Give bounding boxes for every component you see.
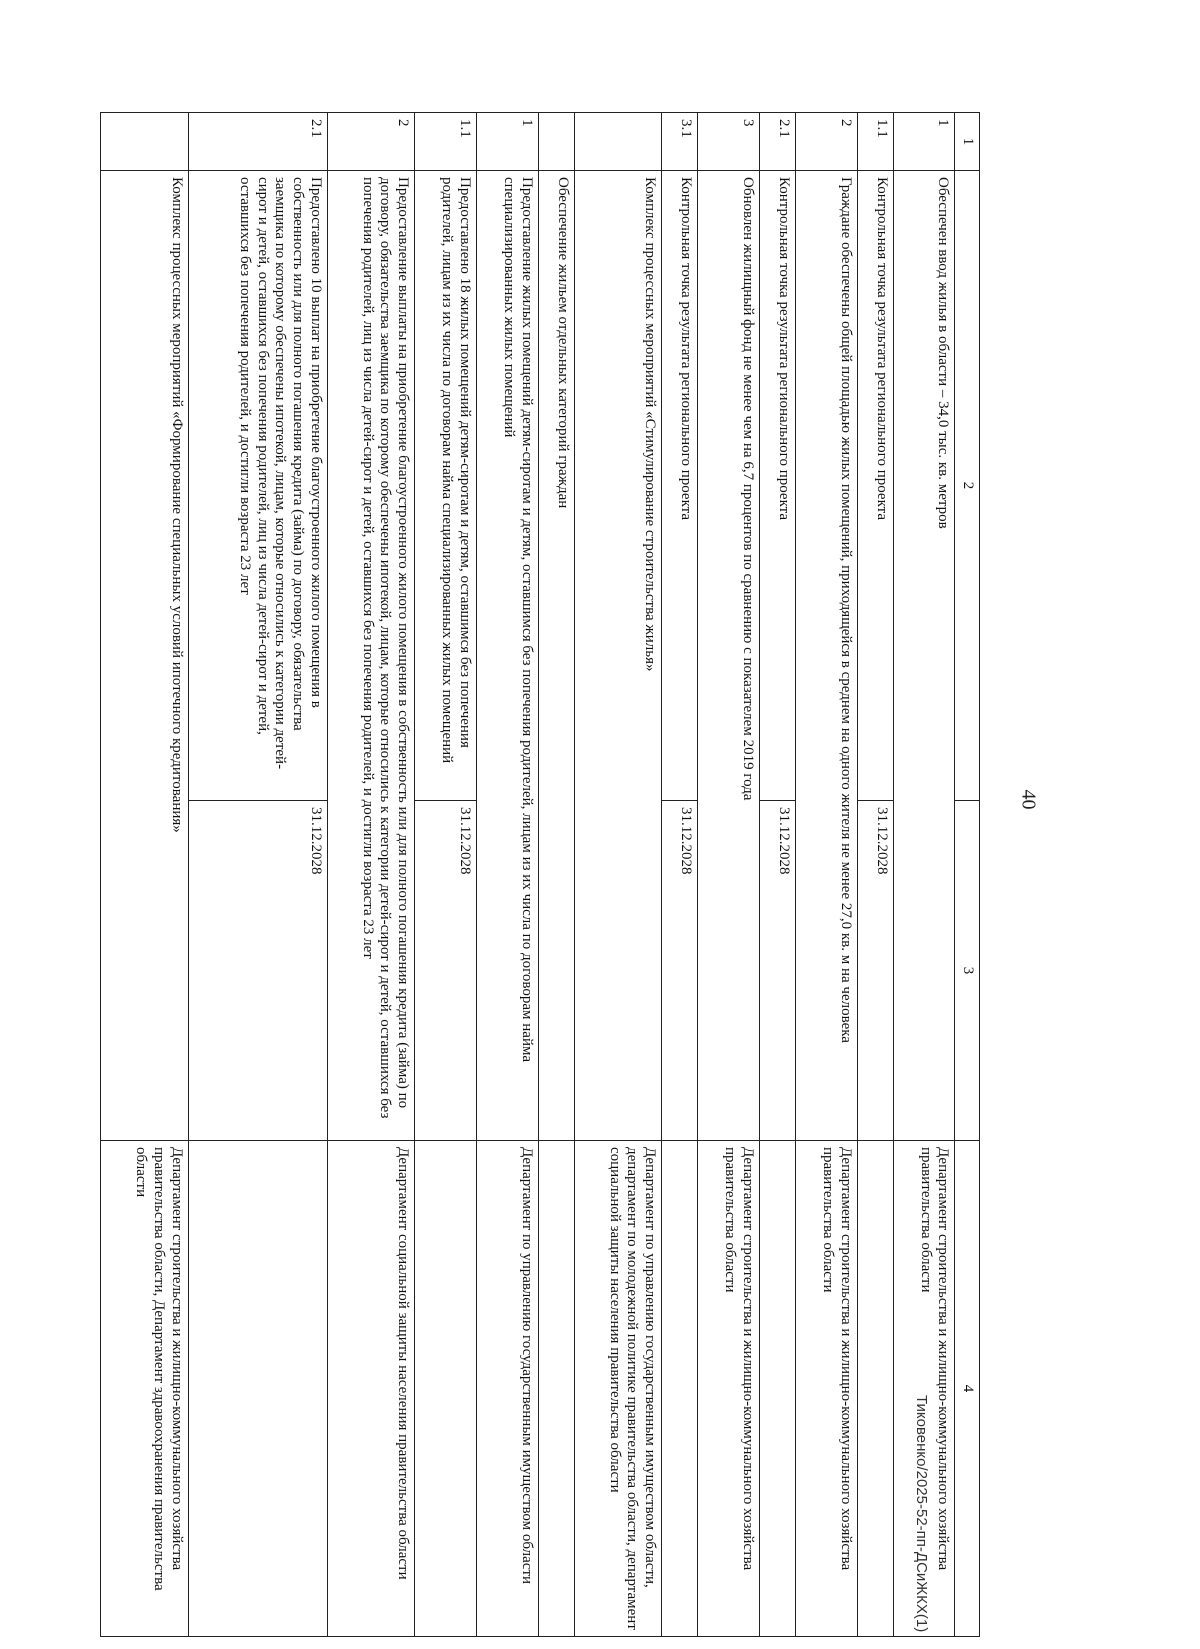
row-name: Обеспечен ввод жилья в области – 34,0 тыс. кв. метров (893, 171, 955, 1141)
row-date: 31.12.2028 (415, 801, 477, 1141)
row-number: 1 (893, 113, 955, 171)
row-number: 2.1 (759, 113, 795, 171)
row-department (662, 1141, 698, 1637)
table-row (795, 113, 857, 1637)
table-row (415, 113, 477, 1637)
row-department (188, 1141, 327, 1637)
row-department: Департамент по управлению государственным имуществом области (476, 1141, 538, 1637)
row-name: Предоставлено 18 жилых помещений детям-сиротам и детям, оставшимся без попечения родителей, лицам из их числа по договорам найма специализированных жилых помещений (415, 171, 477, 801)
row-name: Обновлен жилищный фонд не менее чем на 6,7 процентов по сравнению с показателем 2019 года (698, 171, 760, 1141)
footer-document-code: Тиковенко/2025-52-пп-ДСиЖКХ(1) (913, 1395, 930, 1633)
row-number (538, 113, 574, 171)
row-number: 3 (698, 113, 760, 171)
row-number: 1.1 (857, 113, 893, 171)
row-number: 1.1 (415, 113, 477, 171)
header-cell: 4 (955, 1141, 980, 1637)
section-title: Предоставление выплаты на приобретение благоустроенного жилого помещения в собственность или для полного погашения кредита (займа) по договору, обязательства заемщика по которому обеспечены ипотекой, лицам, которые относились к категории детей-сирот и детей, оставшихся без попечения родителей, лиц из числа детей-сирот и детей, оставшихся без попечения родителей, и достигли возраста 23 лет (327, 171, 415, 1141)
row-number (101, 113, 189, 171)
section-title: Предоставление жилых помещений детям-сиротам и детям, оставшимся без попечения родителей, лицам из их числа по договорам найма специализированных жилых помещений (476, 171, 538, 1141)
table-row (662, 113, 698, 1637)
section-title: Комплекс процессных мероприятий «Формирование специальных условий ипотечного кредитования» (101, 171, 189, 1141)
header-cell: 3 (955, 801, 980, 1141)
row-date: 31.12.2028 (857, 801, 893, 1141)
table-section-row (476, 113, 538, 1637)
row-name: Контрольная точка результата регионального проекта (759, 171, 795, 801)
row-name: Контрольная точка результата регионального проекта (662, 171, 698, 801)
row-department: Департамент строительства и жилищно-коммунального хозяйства правительства области (893, 1141, 955, 1637)
row-department: Департамент строительства и жилищно-коммунального хозяйства правительства области (698, 1141, 760, 1637)
row-department (415, 1141, 477, 1637)
header-cell: 1 (955, 113, 980, 171)
table-header-row (955, 113, 980, 1637)
table-row (698, 113, 760, 1637)
table-section-row (101, 113, 189, 1637)
row-name: Предоставлено 10 выплат на приобретение благоустроенного жилого помещения в собственность или для полного погашения кредита (займа) по договору, обязательства заемщика по которому обеспечены ипотекой, лицам, которые относились к категории детей-сирот и детей, оставшихся без попечения родителей, лиц из числа детей-сирот и детей, оставшихся без попечения родителей, и достигли возраста 23 лет (188, 171, 327, 801)
table-container (100, 112, 980, 1636)
row-number (574, 113, 662, 171)
row-number: 3.1 (662, 113, 698, 171)
row-date: 31.12.2028 (188, 801, 327, 1141)
table-row (759, 113, 795, 1637)
table-section-row (327, 113, 415, 1637)
row-number: 1 (476, 113, 538, 171)
section-title: Обеспечение жильем отдельных категорий граждан (538, 171, 574, 1141)
page-number: 40 (1017, 789, 1040, 810)
table-row (857, 113, 893, 1637)
table-section-row (574, 113, 662, 1637)
row-name: Контрольная точка результата регионального проекта (857, 171, 893, 801)
table-section-row (538, 113, 574, 1637)
row-department: Департамент строительства и жилищно-коммунального хозяйства правительства области (795, 1141, 857, 1637)
row-department (857, 1141, 893, 1637)
row-department: Департамент строительства и жилищно-коммунального хозяйства правительства области, Департамент здравоохранения правительства области (101, 1141, 189, 1637)
row-department: Департамент по управлению государственным имуществом области, департамент по молодежной политике правительства области, департамент социальной защиты населения правительства области (574, 1141, 662, 1637)
row-department: Департамент социальной защиты населения правительства области (327, 1141, 415, 1637)
row-date: 31.12.2028 (662, 801, 698, 1141)
row-date: 31.12.2028 (759, 801, 795, 1141)
table-row (188, 113, 327, 1637)
row-number: 2.1 (188, 113, 327, 171)
plan-table (100, 112, 980, 1637)
row-number: 2 (327, 113, 415, 171)
section-title: Комплекс процессных мероприятий «Стимулирование строительства жилья» (574, 171, 662, 1141)
row-department (759, 1141, 795, 1637)
row-name: Граждане обеспечены общей площадью жилых помещений, приходящейся в среднем на одного жителя не менее 27,0 кв. м на человека (795, 171, 857, 1141)
row-department (538, 1141, 574, 1637)
header-cell: 2 (955, 171, 980, 801)
row-number: 2 (795, 113, 857, 171)
